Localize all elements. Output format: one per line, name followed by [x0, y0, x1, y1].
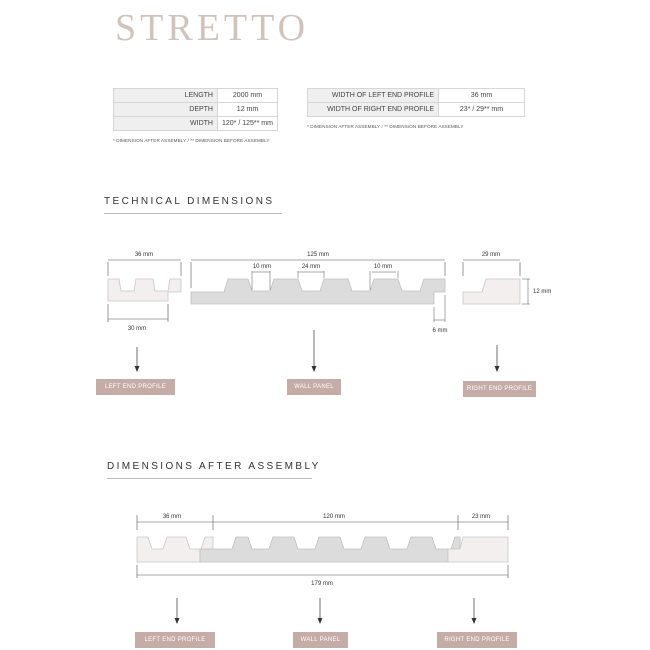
spec-label: WIDTH OF RIGHT END PROFILE — [308, 103, 439, 117]
spec-value: 36 mm — [439, 89, 525, 103]
dim-panel-total: 125 mm — [307, 252, 329, 258]
dim-gap-b: 10 mm — [373, 264, 393, 270]
dim-assembly-middle: 120 mm — [323, 514, 345, 520]
dim-left-top: 36 mm — [134, 252, 154, 258]
spec-label: WIDTH — [114, 117, 218, 131]
spec-note-left: * DIMENSION AFTER ASSEMBLY / ** DIMENSION BEFORE ASSEMBLY — [113, 138, 270, 143]
dim-right-top: 29 mm — [481, 252, 501, 258]
dim-assembly-total: 179 mm — [311, 581, 333, 587]
tag-right-end-profile: RIGHT END PROFILE — [463, 381, 536, 397]
spec-value: 2000 mm — [218, 89, 278, 103]
dim-tongue: 6 mm — [432, 328, 448, 334]
section-heading-technical: TECHNICAL DIMENSIONS — [104, 196, 275, 207]
section-rule — [107, 478, 312, 479]
wall-panel-drawing — [191, 252, 448, 372]
spec-label: WIDTH OF LEFT END PROFILE — [308, 89, 439, 103]
spec-value: 120* / 125** mm — [218, 117, 278, 131]
assembly-wall-panel — [200, 537, 460, 562]
right-profile-shape — [463, 279, 520, 304]
spec-label: LENGTH — [114, 89, 218, 103]
left-profile-shape — [108, 279, 181, 301]
dim-assembly-right: 23 mm — [471, 514, 491, 520]
spec-label: DEPTH — [114, 103, 218, 117]
tag-assembly-right-end-profile: RIGHT END PROFILE — [437, 632, 517, 648]
dim-rib: 24 mm — [301, 264, 321, 270]
tag-left-end-profile: LEFT END PROFILE — [96, 379, 175, 395]
dim-gap-a: 10 mm — [252, 264, 272, 270]
spec-value: 23* / 29** mm — [439, 103, 525, 117]
tag-wall-panel: WALL PANEL — [287, 379, 341, 395]
tag-assembly-left-end-profile: LEFT END PROFILE — [135, 632, 215, 648]
section-heading-assembly: DIMENSIONS AFTER ASSEMBLY — [107, 461, 321, 472]
assembly-drawing — [137, 514, 508, 624]
dim-right-depth: 12 mm — [533, 289, 552, 295]
spec-note-right: * DIMENSION AFTER ASSEMBLY / ** DIMENSION BEFORE ASSEMBLY — [307, 124, 464, 129]
right-end-profile-drawing — [463, 252, 551, 372]
page-title: STRETTO — [115, 7, 310, 49]
spec-value: 12 mm — [218, 103, 278, 117]
dim-left-bottom: 30 mm — [127, 326, 147, 332]
left-end-profile-drawing — [108, 252, 181, 372]
wall-panel-shape — [191, 279, 445, 304]
tag-assembly-wall-panel: WALL PANEL — [293, 632, 348, 648]
dim-assembly-left: 36 mm — [162, 514, 182, 520]
